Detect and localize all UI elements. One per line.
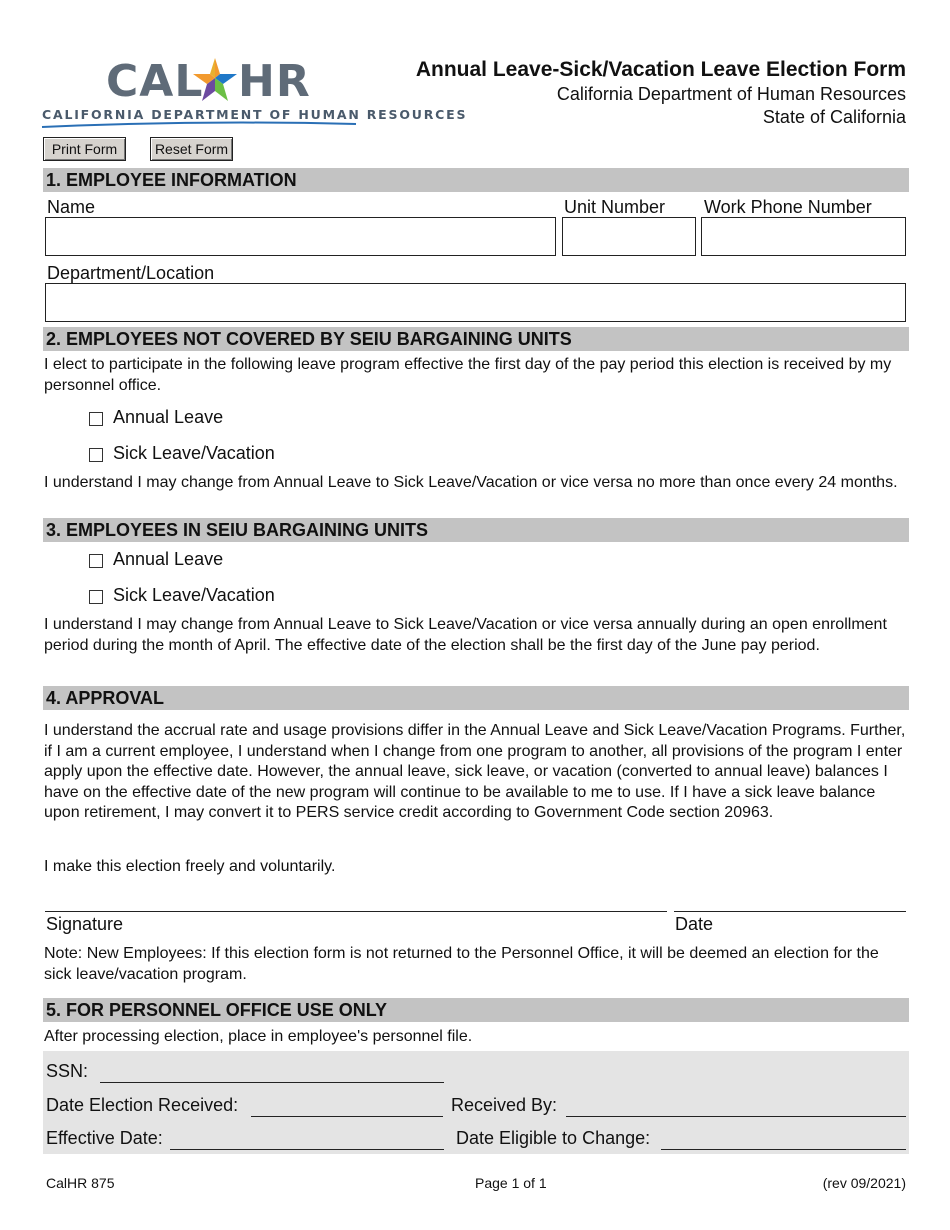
section-1-heading: 1. EMPLOYEE INFORMATION — [43, 168, 909, 192]
received-by-line[interactable] — [566, 1116, 906, 1117]
seiu-sick-leave-label: Sick Leave/Vacation — [113, 585, 275, 605]
work-phone-field[interactable] — [701, 217, 906, 256]
effective-date-label: Effective Date: — [46, 1128, 163, 1148]
section-5-heading: 5. FOR PERSONNEL OFFICE USE ONLY — [43, 998, 909, 1022]
seiu-sick-leave-checkbox[interactable] — [89, 590, 103, 604]
received-by-label: Received By: — [451, 1095, 558, 1115]
freely-statement: I make this election freely and voluntarily. — [44, 858, 336, 875]
date-line[interactable] — [674, 911, 906, 912]
section-2-note: I understand I may change from Annual Leave to Sick Leave/Vacation or vice versa no more than once every 24 months. — [44, 474, 898, 491]
date-eligible-line[interactable] — [661, 1149, 906, 1150]
approval-text: I understand the accrual rate and usage provisions differ in the Annual Leave and Sick Leave/Vacation Programs. Further, if I am a current employee, I understand when I change from one program to another, all provisions of the program I enter apply upon the effective date. However, the annual leave, sick leave, or vacation (converted to annual leave) balances I have on the effective date of the new program will continue to be available to me to use. If I have a sick leave balance upon retirement, I may convert it to PERS service credit according to Government Code section 20963. — [44, 722, 906, 821]
personnel-instruction: After processing election, place in employee's personnel file. — [44, 1028, 473, 1045]
name-field[interactable] — [45, 217, 556, 256]
unit-number-field[interactable] — [562, 217, 696, 256]
ssn-label: SSN: — [46, 1061, 89, 1081]
date-received-label: Date Election Received: — [46, 1095, 239, 1115]
calhr-logo — [40, 52, 468, 132]
date-label: Date — [675, 914, 714, 934]
department-location-label: Department/Location — [47, 263, 215, 283]
work-phone-label: Work Phone Number — [704, 197, 872, 217]
form-number: CalHR 875 — [46, 1175, 115, 1191]
form-title: Annual Leave-Sick/Vacation Leave Election Form — [415, 58, 906, 81]
signature-line[interactable] — [45, 911, 667, 912]
logo-word-cal: CAL — [106, 56, 204, 107]
effective-date-line[interactable] — [170, 1149, 444, 1150]
signature-label: Signature — [46, 914, 124, 934]
page-number: Page 1 of 1 — [475, 1175, 547, 1191]
department-name: California Department of Human Resources — [556, 84, 906, 104]
state-name: State of California — [762, 107, 906, 127]
not-seiu-annual-leave-label: Annual Leave — [113, 407, 224, 427]
section-2-intro: I elect to participate in the following leave program effective the first day of the pay period this election is received by my personnel office. — [44, 356, 892, 394]
section-2-heading: 2. EMPLOYEES NOT COVERED BY SEIU BARGAINING UNITS — [43, 327, 909, 351]
not-seiu-annual-leave-checkbox[interactable] — [89, 412, 103, 426]
department-location-field[interactable] — [45, 283, 906, 322]
reset-form-button[interactable]: Reset Form — [150, 137, 233, 161]
not-seiu-sick-leave-checkbox[interactable] — [89, 448, 103, 462]
section-3-note: I understand I may change from Annual Leave to Sick Leave/Vacation or vice versa annually during an open enrollment period during the month of April. The effective date of the election shall be the first day of the June pay period. — [44, 616, 887, 654]
new-employee-note: Note: New Employees: If this election form is not returned to the Personnel Office, it will be deemed an election for the sick leave/vacation program. — [44, 945, 879, 983]
section-4-heading: 4. APPROVAL — [43, 686, 909, 710]
date-received-line[interactable] — [251, 1116, 443, 1117]
seiu-annual-leave-label: Annual Leave — [113, 549, 224, 569]
not-seiu-sick-leave-label: Sick Leave/Vacation — [113, 443, 275, 463]
logo-subtitle: CALIFORNIA DEPARTMENT OF HUMAN RESOURCES — [42, 107, 468, 122]
section-3-heading: 3. EMPLOYEES IN SEIU BARGAINING UNITS — [43, 518, 909, 542]
logo-word-hr: HR — [238, 56, 311, 107]
seiu-annual-leave-checkbox[interactable] — [89, 554, 103, 568]
unit-number-label: Unit Number — [564, 197, 666, 217]
logo-star-icon — [190, 56, 240, 106]
ssn-line[interactable] — [100, 1082, 444, 1083]
print-form-button[interactable]: Print Form — [43, 137, 126, 161]
revision-date: (rev 09/2021) — [822, 1175, 906, 1191]
logo-swoosh-icon — [40, 120, 360, 130]
date-eligible-label: Date Eligible to Change: — [456, 1128, 651, 1148]
name-label: Name — [47, 197, 96, 217]
